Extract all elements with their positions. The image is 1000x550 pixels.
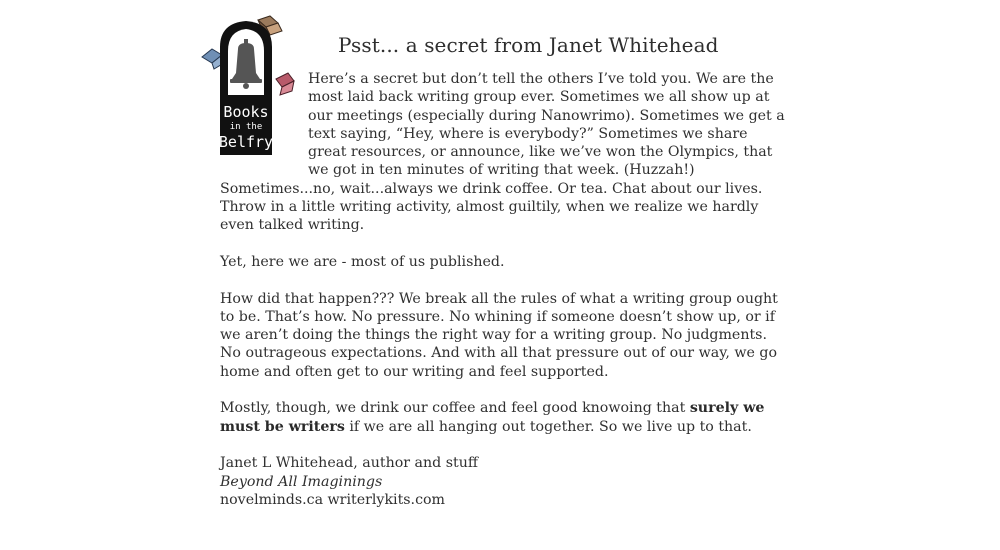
logo-line-1: Books xyxy=(223,103,269,121)
logo-float-spacer xyxy=(220,70,308,162)
page-title: Psst... a secret from Janet Whitehead xyxy=(338,33,719,57)
paragraph-rules: How did that happen??? We break all the rules of what a writing group ought to be. That’s how. No pressure. No whining if someone doesn’t show up, or if we aren’t doing the things the right way for a writing group. No judgments. No outrageous expectations. And with all that pressure out of our way, we go home and often get to our writing and feel supported. xyxy=(220,290,778,380)
paragraph-intro-text: Here’s a secret but don’t tell the others I’ve told you. We are the most laid back writing group ever. Sometimes we all show up at our meetings (especially during Nanowrimo). Sometimes we get a text saying, “Hey, where is everybody?” Sometimes we share great resources, or announce, like we’ve won the Olympics, that we got in ten minutes of writing that week. (Huzzah!) Sometimes...no, wait...always we drink coffee. Or tea. Chat about our lives. Throw in a little writing activity, almost guiltily, when we realize we hardly even talked writing. xyxy=(220,71,785,234)
logo-line-2: in the xyxy=(229,122,263,132)
signature xyxy=(220,454,790,509)
paragraph-coffee: Mostly, though, we drink our coffee and feel good knowoing that surely we must be writers if we are all hanging out together. So we live up to that. xyxy=(220,400,765,435)
signature-links[interactable]: novelminds.ca writerlykits.com xyxy=(220,491,446,508)
article-body xyxy=(220,70,790,509)
bold-phrase: surely we must be writers xyxy=(220,400,765,435)
paragraph-published: Yet, here we are - most of us published. xyxy=(220,253,505,270)
paragraph-intro xyxy=(220,70,790,235)
logo-line-3: Belfry xyxy=(218,133,274,151)
signature-name: Janet L Whitehead, author and stuff xyxy=(220,455,478,472)
signature-book: Beyond All Imaginings xyxy=(220,473,383,490)
